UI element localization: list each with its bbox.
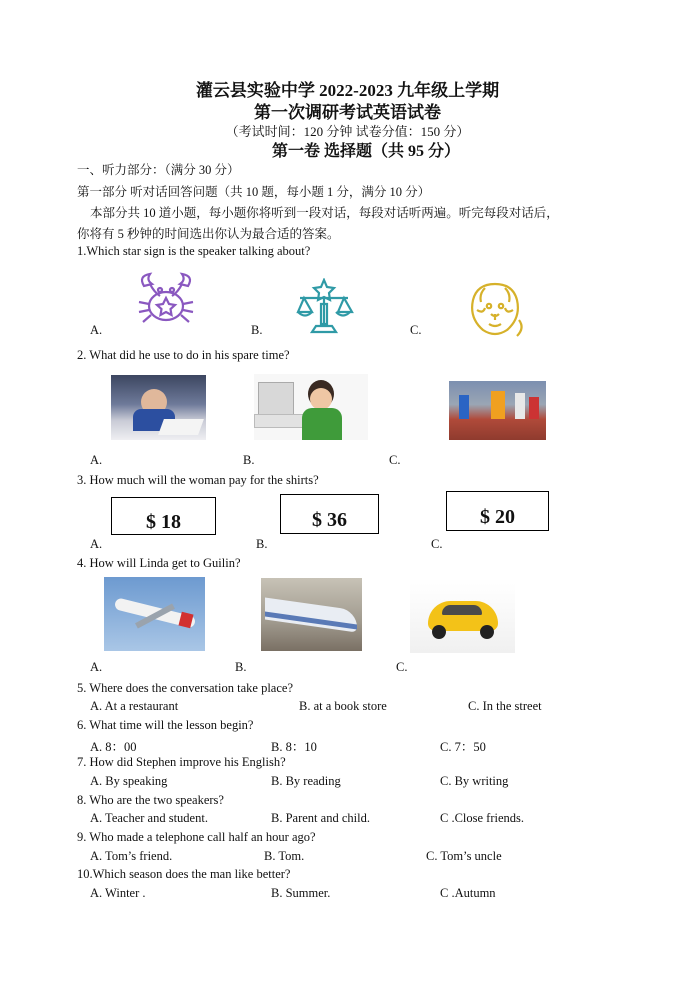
q10-option-a: A. Winter . (90, 886, 146, 900)
q1-option-b: B. (251, 323, 263, 337)
question-4: 4. How will Linda get to Guilin? (77, 556, 241, 570)
instructions-line-2: 你将有 5 秒钟的时间选出你认为最合适的答案。 (77, 227, 340, 241)
price-option-a: $ 18 (111, 497, 216, 535)
q7-option-b: B. By reading (271, 774, 341, 788)
question-3: 3. How much will the woman pay for the shirts? (77, 473, 319, 487)
boy-computer-photo (254, 374, 368, 440)
q6-option-a: A. 8：00 (90, 740, 137, 754)
q6-option-c: C. 7：50 (440, 740, 486, 754)
boy-writing-photo (111, 375, 206, 440)
question-6: 6. What time will the lesson begin? (77, 718, 254, 732)
question-9: 9. Who made a telephone call half an hour ago? (77, 830, 316, 844)
section-heading: 一、听力部分：（满分 30 分） (77, 163, 240, 177)
price-option-b: $ 36 (280, 494, 379, 534)
question-8: 8. Who are the two speakers? (77, 793, 224, 807)
libra-scales-icon (294, 278, 354, 336)
q7-option-c: C. By writing (440, 774, 509, 788)
instructions-line-1: 本部分共 10 道小题，每小题你将听到一段对话，每段对话听两遍。听完每段对话后， (90, 206, 559, 220)
q9-option-b: B. Tom. (264, 849, 305, 863)
q5-option-b: B. at a book store (299, 699, 387, 713)
q10-option-b: B. Summer. (271, 886, 331, 900)
q8-option-b: B. Parent and child. (271, 811, 370, 825)
q10-option-c: C .Autumn (440, 886, 496, 900)
q5-option-c: C. In the street (468, 699, 542, 713)
q8-option-a: A. Teacher and student. (90, 811, 208, 825)
question-2: 2. What did he use to do in his spare time? (77, 348, 290, 362)
q2-option-a: A. (90, 453, 103, 467)
volume-heading: 第一卷 选择题（共 95 分） (272, 143, 461, 160)
question-1: 1.Which star sign is the speaker talking about? (77, 244, 311, 258)
q3-option-a: A. (90, 537, 103, 551)
question-7: 7. How did Stephen improve his English? (77, 755, 286, 769)
part-heading: 第一部分 听对话回答问题（共 10 题，每小题 1 分，满分 10 分） (77, 185, 431, 199)
price-option-c: $ 20 (446, 491, 549, 531)
q2-option-b: B. (243, 453, 255, 467)
q9-option-a: A. Tom’s friend. (90, 849, 173, 863)
exam-meta: （考试时间：120 分钟 试卷分值：150 分） (225, 124, 470, 139)
question-10: 10.Which season does the man like better? (77, 867, 291, 881)
q4-option-a: A. (90, 660, 103, 674)
q3-option-b: B. (256, 537, 268, 551)
q6-option-b: B. 8：10 (271, 740, 317, 754)
q5-option-a: A. At a restaurant (90, 699, 179, 713)
q7-option-a: A. By speaking (90, 774, 168, 788)
airplane-photo (104, 577, 205, 651)
exam-title: 灌云县实验中学 2022-2023 九年级上学期 (195, 81, 500, 100)
q1-option-c: C. (410, 323, 422, 337)
q8-option-c: C .Close friends. (440, 811, 525, 825)
q1-option-a: A. (90, 323, 103, 337)
q4-option-b: B. (235, 660, 247, 674)
question-5: 5. Where does the conversation take place? (77, 681, 293, 695)
q9-option-c: C. Tom’s uncle (426, 849, 502, 863)
cancer-crab-icon (134, 268, 198, 332)
exam-subtitle: 第一次调研考试英语试卷 (254, 103, 441, 122)
kids-running-photo (449, 381, 546, 440)
q4-option-c: C. (396, 660, 408, 674)
q2-option-c: C. (389, 453, 401, 467)
q3-option-c: C. (431, 537, 443, 551)
train-photo (261, 578, 362, 651)
yellow-car-photo (410, 583, 515, 653)
leo-lion-icon (463, 280, 527, 340)
